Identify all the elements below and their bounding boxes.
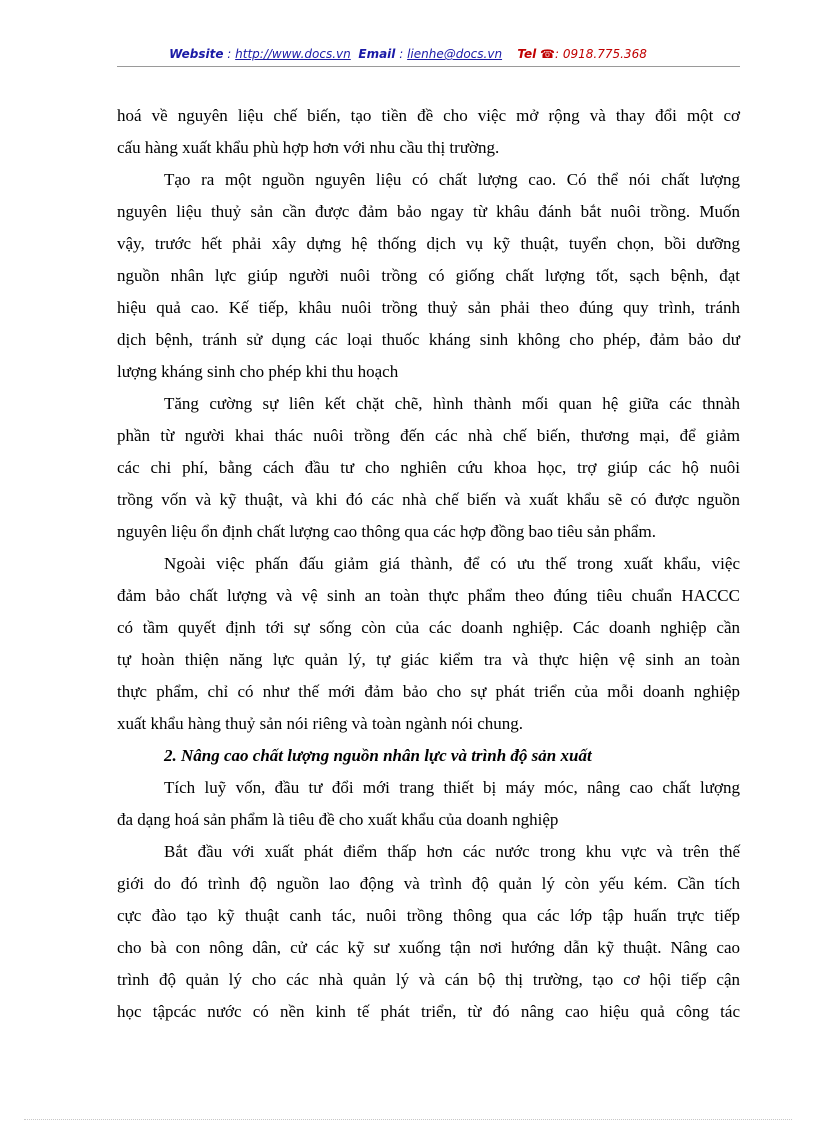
body-line: trồng vốn và kỹ thuật, và khi đó các nhà chế biến và xuất khẩu sẽ có được nguồn [117,490,740,509]
body-line: giới do đó trình độ nguồn lao động và trình độ quản lý còn yếu kém. Cần tích [117,874,740,893]
page-header [0,47,816,61]
tel-label: Tel [517,47,537,61]
body-line: tự hoàn thiện năng lực quản lý, tự giác kiểm tra và thực hiện vệ sinh an toàn [117,650,740,669]
website-link[interactable]: http://www.docs.vn [235,47,351,61]
body-line: hoá về nguyên liệu chế biến, tạo tiền đề cho việc mở rộng và thay đổi một cơ [117,106,740,125]
body-line: Tăng cường sự liên kết chặt chẽ, hình thành mối quan hệ giữa các thnàh [164,394,740,413]
body-line: Tích luỹ vốn, đầu tư đổi mới trang thiết bị máy móc, nâng cao chất lượng [164,778,740,797]
body-line: thực phẩm, chỉ có như thế mới đảm bảo cho sự phát triển của mỗi doanh nghiệp [117,682,740,701]
body-line: cực đào tạo kỹ thuật canh tác, nuôi trồng thông qua các lớp tập huấn trực tiếp [117,906,740,925]
email-link[interactable]: lienhe@docs.vn [407,47,503,61]
body-line: Bắt đầu với xuất phát điểm thấp hơn các nước trong khu vực và trên thế [164,842,740,861]
body-line: đa dạng hoá sản phẩm là tiêu đề cho xuất khẩu của doanh nghiệp [117,810,559,829]
website-label: Website [169,47,224,61]
header-divider [117,66,740,67]
body-line: cấu hàng xuất khẩu phù hợp hơn với nhu cầu thị trường. [117,138,500,157]
body-line: có tầm quyết định tới sự sống còn của các doanh nghiệp. Các doanh nghiệp cần [117,618,740,637]
body-line: đảm bảo chất lượng và vệ sinh an toàn thực phẩm theo đúng tiêu chuẩn HACCC [117,586,740,605]
body-line: cho bà con nông dân, cử các kỹ sư xuống tận nơi hướng dẫn kỹ thuật. Nâng cao [117,938,740,957]
body-line: vậy, trước hết phải xây dựng hệ thống dịch vụ kỹ thuật, tuyển chọn, bồi dưỡng [117,234,740,253]
body-line: nguồn nhân lực giúp người nuôi trồng có giống chất lượng tốt, sạch bệnh, đạt [117,266,740,285]
body-line: dịch bệnh, tránh sử dụng các loại thuốc kháng sinh không cho phép, đảm bảo dư [117,330,740,349]
document-body [117,100,740,1028]
header-separator: : [223,47,236,61]
body-line: nguyên liệu thuỷ sản cần được đảm bảo ngay từ khâu đánh bắt nuôi trồng. Muốn [117,202,740,221]
body-line: xuất khẩu hàng thuỷ sản nói riêng và toàn ngành nói chung. [117,714,524,733]
header-separator: : [395,47,408,61]
body-line: nguyên liệu ổn định chất lượng cao thông qua các hợp đồng bao tiêu sản phẩm. [117,522,656,541]
tel-value: : 0918.775.368 [555,47,647,61]
body-line: học tậpcác nước có nền kinh tế phát triển, từ đó nâng cao hiệu quả công tác [117,1002,740,1021]
body-line: lượng kháng sinh cho phép khi thu hoạch [117,362,399,381]
phone-icon: ☎ [540,47,555,61]
body-line: trình độ quản lý cho các nhà quản lý và cán bộ thị trường, tạo cơ hội tiếp cận [117,970,740,989]
email-label: Email [358,47,396,61]
body-line: hiệu quả cao. Kế tiếp, khâu nuôi trồng thuỷ sản phải theo đúng quy trình, tránh [117,298,740,317]
body-line: các chi phí, bằng cách đầu tư cho nghiên cứu khoa học, trợ giúp các hộ nuôi [117,458,740,477]
footer-divider [24,1119,792,1120]
body-line: Ngoài việc phấn đấu giảm giá thành, để có ưu thế trong xuất khẩu, việc [164,554,740,573]
body-line: phần từ người khai thác nuôi trồng đến các nhà chế biến, thương mại, để giảm [117,426,740,445]
body-line: Tạo ra một nguồn nguyên liệu có chất lượng cao. Có thể nói chất lượng [164,170,740,189]
section-heading: 2. Nâng cao chất lượng nguồn nhân lực và trình độ sản xuất [164,746,592,765]
